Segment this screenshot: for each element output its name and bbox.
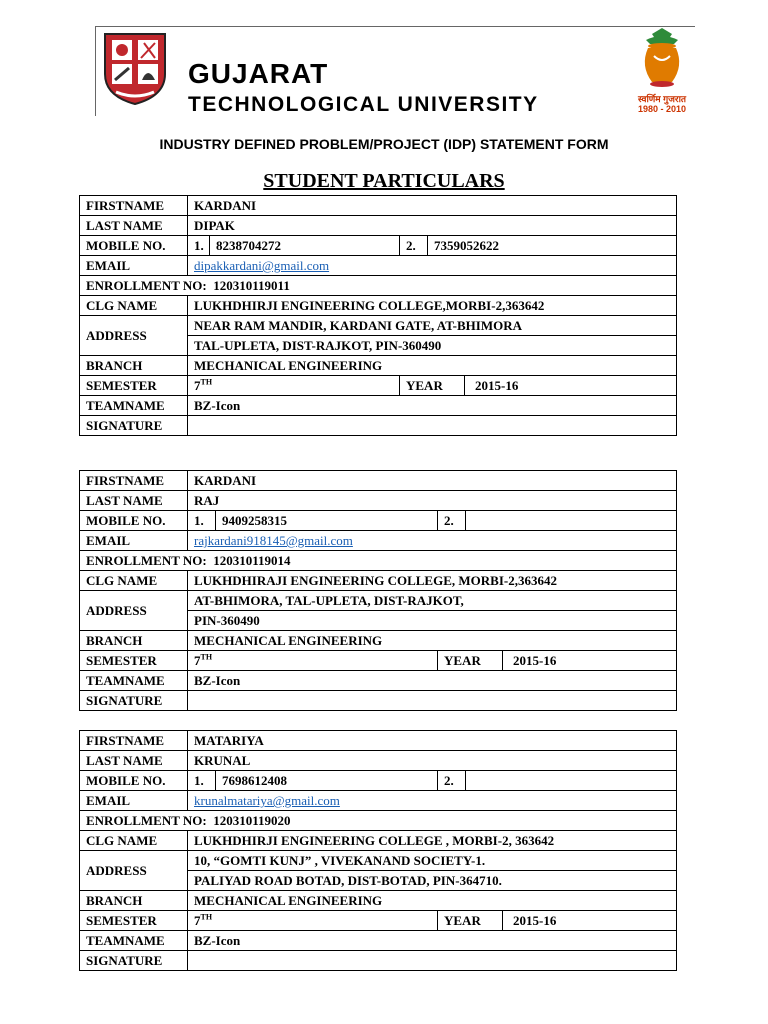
label-signature: SIGNATURE [80, 416, 188, 436]
value-lastname[interactable]: RAJ [188, 491, 677, 511]
row-branch [80, 891, 677, 911]
label-email: EMAIL [80, 256, 188, 276]
label-semester: SEMESTER [80, 376, 188, 396]
value-branch[interactable]: MECHANICAL ENGINEERING [188, 631, 677, 651]
enrollment-cell[interactable] [80, 551, 677, 571]
student-card-1 [79, 195, 677, 436]
value-clg-name[interactable]: LUKHDHIRAJI ENGINEERING COLLEGE, MORBI-2,363642 [188, 571, 677, 591]
value-firstname[interactable]: KARDANI [188, 471, 677, 491]
kalash-caption: स्वर्णिम गुजरात [637, 94, 687, 104]
value-lastname[interactable]: KRUNAL [188, 751, 677, 771]
label-year: YEAR [438, 651, 503, 670]
semester-suffix: TH [200, 377, 213, 387]
label-mobile: MOBILE NO. [80, 511, 188, 531]
row-address [80, 851, 677, 891]
gtu-logo-icon [100, 30, 170, 106]
university-name-line2: TECHNOLOGICAL UNIVERSITY [188, 93, 539, 116]
value-mobile-2[interactable] [466, 511, 677, 531]
row-firstname [80, 731, 677, 751]
label-branch: BRANCH [80, 631, 188, 651]
form-title: INDUSTRY DEFINED PROBLEM/PROJECT (IDP) STATEMENT FORM [159, 136, 609, 152]
row-clg-name [80, 831, 677, 851]
value-mobile-2[interactable] [466, 771, 677, 791]
label-address: ADDRESS [80, 591, 188, 631]
row-mobile [80, 771, 677, 791]
value-enrollment: 120310119011 [213, 278, 290, 293]
row-lastname [80, 216, 677, 236]
label-firstname: FIRSTNAME [80, 731, 188, 751]
row-mobile [80, 236, 677, 256]
label-clg-name: CLG NAME [80, 571, 188, 591]
label-signature: SIGNATURE [80, 951, 188, 971]
label-branch: BRANCH [80, 356, 188, 376]
label-email: EMAIL [80, 791, 188, 811]
value-email-link[interactable]: dipakkardani@gmail.com [188, 256, 677, 276]
semester-number: 7 [194, 913, 201, 928]
row-email [80, 531, 677, 551]
address-line-2: PALIYAD ROAD BOTAD, DIST-BOTAD, PIN-364710. [188, 870, 676, 890]
header-rule-left [95, 26, 96, 116]
label-enrollment: ENROLLMENT NO: [86, 813, 207, 828]
label-email: EMAIL [80, 531, 188, 551]
value-signature[interactable] [188, 951, 677, 971]
value-mobile-1[interactable]: 7698612408 [216, 771, 438, 791]
label-lastname: LAST NAME [80, 491, 188, 511]
row-teamname [80, 931, 677, 951]
address-line-1: NEAR RAM MANDIR, KARDANI GATE, AT-BHIMORA [194, 318, 523, 333]
value-email-link[interactable]: rajkardani918145@gmail.com [188, 531, 677, 551]
kalash-years: 1980 - 2010 [637, 104, 687, 114]
label-semester: SEMESTER [80, 651, 188, 671]
student-card-2 [79, 470, 677, 711]
label-year: YEAR [438, 911, 503, 930]
value-branch[interactable]: MECHANICAL ENGINEERING [188, 356, 677, 376]
value-lastname[interactable]: DIPAK [188, 216, 677, 236]
row-lastname [80, 751, 677, 771]
label-firstname: FIRSTNAME [80, 196, 188, 216]
university-name [188, 60, 539, 115]
label-semester: SEMESTER [80, 911, 188, 931]
value-clg-name[interactable]: LUKHDHIRJI ENGINEERING COLLEGE,MORBI-2,363642 [188, 296, 677, 316]
address-line-1: 10, “GOMTI KUNJ” , VIVEKANAND SOCIETY-1. [194, 853, 486, 868]
row-clg-name [80, 571, 677, 591]
value-enrollment: 120310119020 [213, 813, 291, 828]
row-enrollment [80, 551, 677, 571]
section-title [0, 170, 768, 193]
value-firstname[interactable]: KARDANI [188, 196, 677, 216]
label-teamname: TEAMNAME [80, 396, 188, 416]
label-branch: BRANCH [80, 891, 188, 911]
address-line-2: TAL-UPLETA, DIST-RAJKOT, PIN-360490 [188, 335, 676, 355]
label-mobile-2: 2. [438, 771, 466, 791]
label-address: ADDRESS [80, 316, 188, 356]
row-branch [80, 356, 677, 376]
label-mobile-2: 2. [438, 511, 466, 531]
label-lastname: LAST NAME [80, 216, 188, 236]
value-firstname[interactable]: MATARIYA [188, 731, 677, 751]
student-card-3 [79, 730, 677, 971]
value-signature[interactable] [188, 416, 677, 436]
row-email [80, 256, 677, 276]
label-enrollment: ENROLLMENT NO: [86, 278, 207, 293]
swarnim-gujarat-logo [622, 26, 702, 116]
row-clg-name [80, 296, 677, 316]
value-branch[interactable]: MECHANICAL ENGINEERING [188, 891, 677, 911]
value-mobile-1[interactable]: 9409258315 [216, 511, 438, 531]
row-email [80, 791, 677, 811]
label-enrollment: ENROLLMENT NO: [86, 553, 207, 568]
row-teamname [80, 396, 677, 416]
semester-suffix: TH [200, 912, 213, 922]
row-semester [80, 911, 677, 931]
value-semester[interactable] [188, 911, 438, 931]
row-signature [80, 691, 677, 711]
header-rule [95, 26, 695, 27]
value-year[interactable]: 2015-16 [475, 378, 519, 393]
value-teamname[interactable]: BZ-Icon [188, 931, 677, 951]
label-mobile: MOBILE NO. [80, 236, 188, 256]
year-cell [438, 911, 677, 931]
value-enrollment: 120310119014 [213, 553, 291, 568]
value-semester[interactable] [188, 651, 438, 671]
row-firstname [80, 196, 677, 216]
value-address[interactable] [188, 851, 677, 891]
row-mobile [80, 511, 677, 531]
value-address[interactable] [188, 591, 677, 631]
semester-suffix: TH [200, 652, 213, 662]
row-branch [80, 631, 677, 651]
label-mobile: MOBILE NO. [80, 771, 188, 791]
value-semester[interactable] [188, 376, 400, 396]
label-signature: SIGNATURE [80, 691, 188, 711]
value-mobile-2[interactable]: 7359052622 [428, 236, 677, 256]
label-address: ADDRESS [80, 851, 188, 891]
year-cell [400, 376, 677, 396]
label-teamname: TEAMNAME [80, 671, 188, 691]
university-name-line1: GUJARAT [188, 58, 329, 89]
row-address [80, 591, 677, 631]
label-mobile-1: 1. [188, 771, 216, 791]
kalash-icon [622, 26, 702, 90]
year-cell [438, 651, 677, 671]
row-semester [80, 651, 677, 671]
label-year: YEAR [400, 376, 465, 395]
row-lastname [80, 491, 677, 511]
row-semester [80, 376, 677, 396]
label-firstname: FIRSTNAME [80, 471, 188, 491]
value-address[interactable] [188, 316, 677, 356]
value-clg-name[interactable]: LUKHDHIRJI ENGINEERING COLLEGE , MORBI-2, 363642 [188, 831, 677, 851]
semester-number: 7 [194, 378, 201, 393]
row-enrollment [80, 811, 677, 831]
address-line-1: AT-BHIMORA, TAL-UPLETA, DIST-RAJKOT, [194, 593, 464, 608]
value-teamname[interactable]: BZ-Icon [188, 396, 677, 416]
value-signature[interactable] [188, 691, 677, 711]
enrollment-cell[interactable] [80, 276, 677, 296]
row-address [80, 316, 677, 356]
row-teamname [80, 671, 677, 691]
label-mobile-1: 1. [188, 236, 210, 256]
label-clg-name: CLG NAME [80, 831, 188, 851]
value-teamname[interactable]: BZ-Icon [188, 671, 677, 691]
row-signature [80, 951, 677, 971]
enrollment-cell[interactable] [80, 811, 677, 831]
row-enrollment [80, 276, 677, 296]
label-mobile-2: 2. [400, 236, 428, 256]
value-email-link[interactable]: krunalmatariya@gmail.com [188, 791, 677, 811]
value-year[interactable]: 2015-16 [513, 913, 557, 928]
value-year[interactable]: 2015-16 [513, 653, 557, 668]
row-firstname [80, 471, 677, 491]
section-title-text: STUDENT PARTICULARS [263, 170, 505, 192]
label-lastname: LAST NAME [80, 751, 188, 771]
label-teamname: TEAMNAME [80, 931, 188, 951]
address-line-2: PIN-360490 [188, 610, 676, 630]
value-mobile-1[interactable]: 8238704272 [210, 236, 400, 256]
semester-number: 7 [194, 653, 201, 668]
label-mobile-1: 1. [188, 511, 216, 531]
row-signature [80, 416, 677, 436]
label-clg-name: CLG NAME [80, 296, 188, 316]
